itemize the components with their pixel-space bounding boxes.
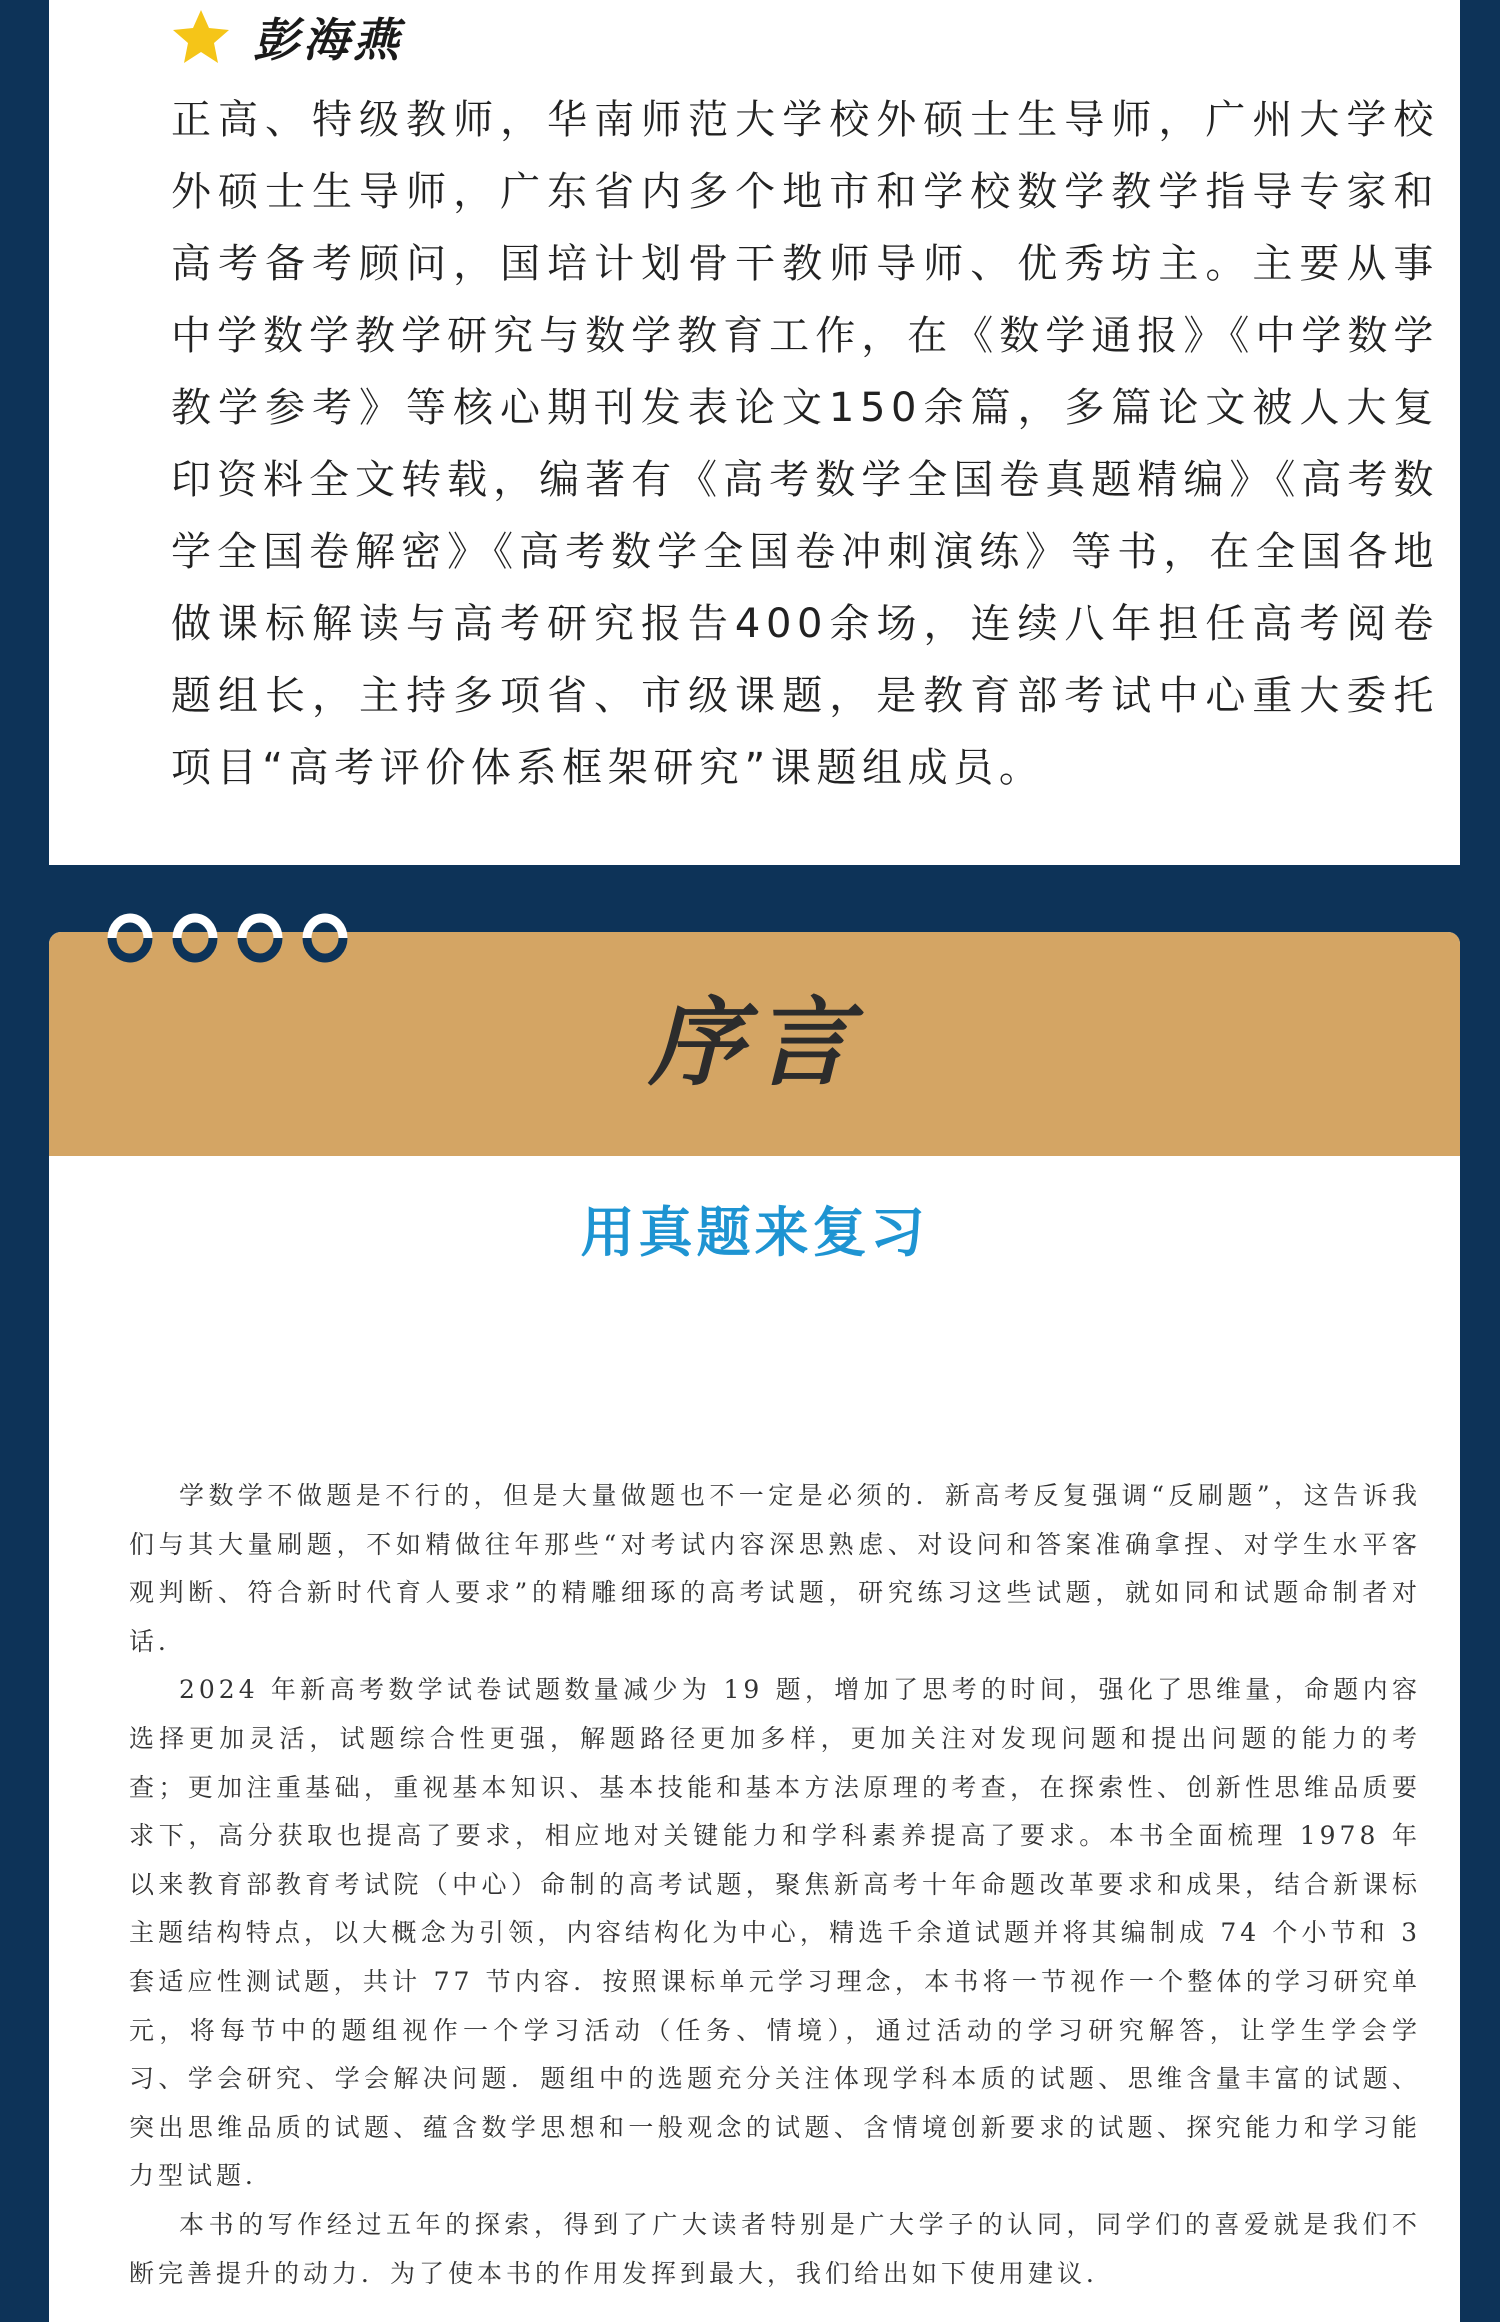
binder-ring (242, 918, 278, 958)
preface-paragraph: 本书的写作经过五年的探索，得到了广大读者特别是广大学子的认同，同学们的喜爱就是我们不断完善提升的动力．为了使本书的作用发挥到最大，我们给出如下使用建议． (129, 2209, 1421, 2288)
star-icon (171, 7, 231, 67)
binder-ring (177, 918, 213, 958)
preface-body (129, 1472, 1421, 2298)
preface-paragraph: 学数学不做题是不行的，但是大量做题也不一定是必须的．新高考反复强调“反刷题”，这告诉我们与其大量刷题，不如精做往年那些“对考试内容深思熟虑、对设问和答案准确拿捏、对学生水平客观判断、符合新时代育人要求”的精雕细琢的高考试题，研究练习这些试题，就如同和试题命制者对话． (129, 1481, 1421, 1656)
preface-title: 序言 (648, 987, 861, 1099)
binder-rings-icon (100, 888, 360, 998)
preface-card (49, 932, 1460, 2322)
preface-paragraph: 2024 年新高考数学试卷试题数量减少为 19 题，增加了思考的时间，强化了思维量，命题内容选择更加灵活，试题综合性更强，解题路径更加多样，更加关注对发现问题和提出问题的能力的考查；更加注重基础，重视基本知识、基本技能和基本方法原理的考查，在探索性、创新性思维品质要求下，高分获取也提高了要求，相应地对关键能力和学科素养提高了要求。本书全面梳理 1978 年以来教育部教育考试院（中心）命制的高考试题，聚焦新高考十年命题改革要求和成果，结合新课标主题结构特点，以大概念为引领，内容结构化为中心，精选千余道试题并将其编制成 74 个小节和 3 套适应性测试题，共计 77 节内容．按照课标单元学习理念，本书将一节视作一个整体的学习研究单元，将每节中的题组视作一个学习活动（任务、情境），通过活动的学习研究解答，让学生学会学习、学会研究、学会解决问题．题组中的选题充分关注体现学科本质的试题、思维含量丰富的试题、突出思维品质的试题、蕴含数学思想和一般观念的试题、含情境创新要求的试题、探究能力和学习能力型试题． (129, 1675, 1421, 2191)
author-bio: 正高、特级教师，华南师范大学校外硕士生导师，广州大学校外硕士生导师，广东省内多个地市和学校数学教学指导专家和高考备考顾问，国培计划骨干教师导师、优秀坊主。主要从事中学数学教学研究与数学教育工作，在《数学通报》《中学数学教学参考》等核心期刊发表论文150余篇，多篇论文被人大复印资料全文转载，编著有《高考数学全国卷真题精编》《高考数学全国卷解密》《高考数学全国卷冲刺演练》等书，在全国各地做课标解读与高考研究报告400余场，连续八年担任高考阅卷题组长，主持多项省、市级课题，是教育部考试中心重大委托项目“高考评价体系框架研究”课题组成员。 (171, 97, 1439, 791)
binder-ring (307, 918, 343, 958)
author-card (49, 0, 1460, 865)
preface-subtitle: 用真题来复习 (580, 1200, 929, 1264)
author-name: 彭海燕 (253, 13, 403, 67)
binder-ring (112, 918, 148, 958)
author-header (171, 6, 403, 68)
